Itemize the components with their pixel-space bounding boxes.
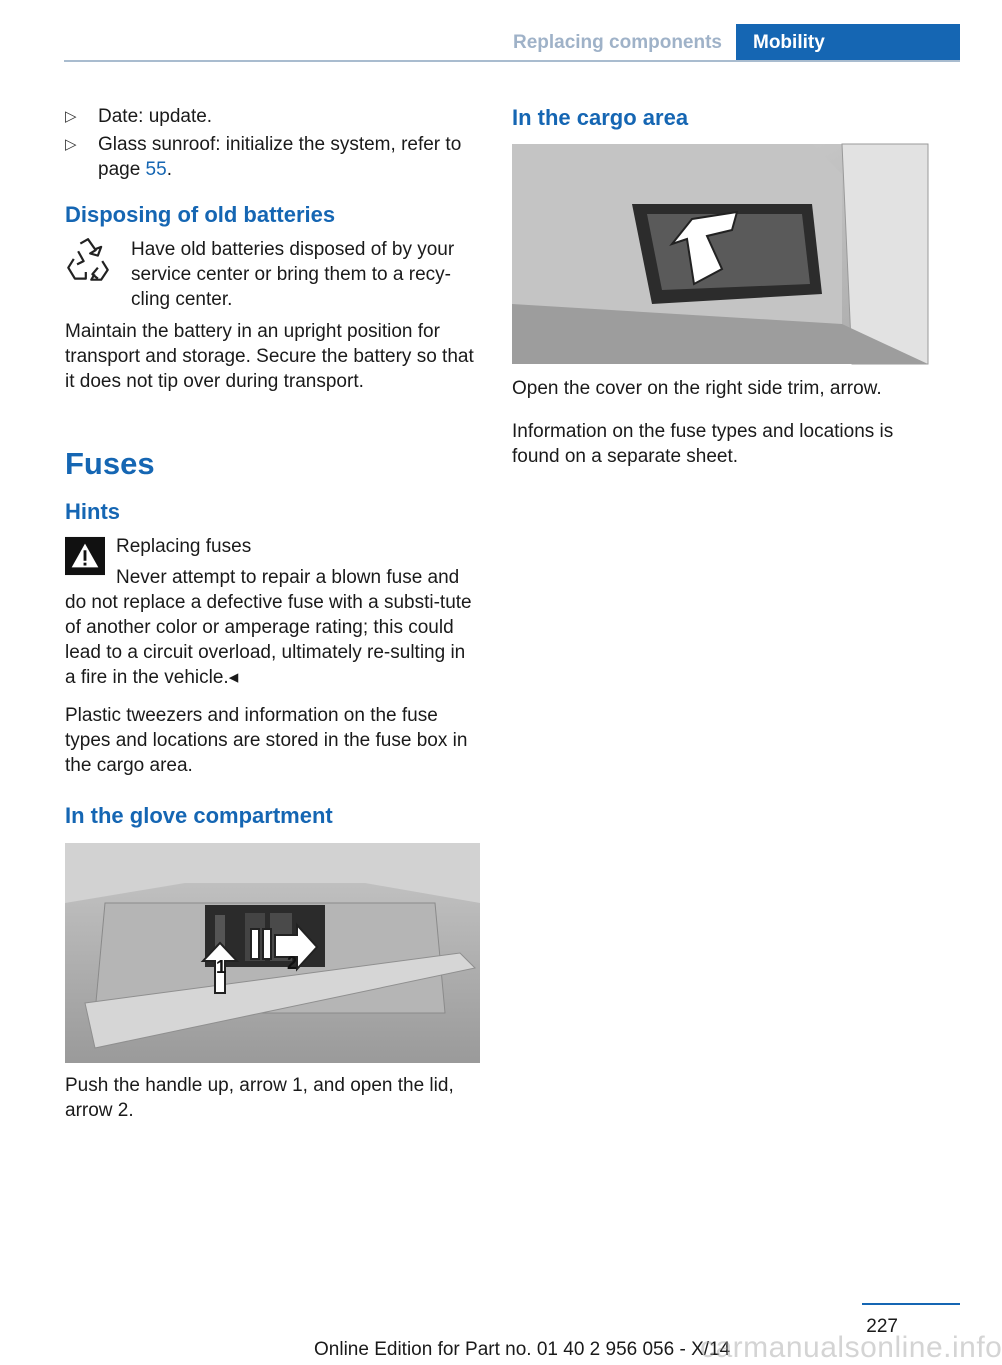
warning-icon	[65, 536, 105, 576]
fuses-title: Fuses	[65, 446, 155, 481]
footer-divider	[862, 1303, 960, 1305]
triangle-bullet-icon: ▷	[65, 136, 77, 153]
edition-footer: Online Edition for Part no. 01 40 2 956 056 - X/14	[314, 1339, 731, 1360]
watermark: carmanualsonline.info	[700, 1331, 1002, 1364]
disposing-heading: Disposing of old batteries	[65, 202, 336, 227]
bullet-text: Glass sunroof: initialize the system, refer to page	[98, 134, 462, 180]
battery-paragraph: Maintain the battery in an upright position for transport and storage. Secure the battery so that it does not tip over during transport.	[65, 321, 474, 392]
tweezers-paragraph: Plastic tweezers and information on the fuse types and locations are stored in the fuse box in the cargo area.	[65, 705, 468, 776]
page-number: 227	[866, 1316, 898, 1337]
triangle-bullet-icon: ▷	[65, 108, 77, 125]
cargo-area-figure	[512, 144, 928, 364]
glove-heading: In the glove compartment	[65, 803, 333, 828]
bullet-list	[65, 104, 480, 182]
warning-title: Replacing fuses	[116, 536, 252, 557]
header-section-title: Replacing components	[512, 32, 722, 53]
cargo-caption: Open the cover on the right side trim, arrow.	[512, 378, 882, 399]
recycle-notice-text: Have old batteries disposed of by your service center or bring them to a recy‐cling center.	[131, 239, 455, 310]
header-divider	[64, 60, 960, 62]
list-item	[65, 132, 480, 182]
page-link[interactable]: 55	[145, 159, 167, 180]
warning-notice	[65, 534, 480, 690]
list-item	[65, 104, 480, 129]
bullet-text-end: .	[166, 159, 172, 180]
arrow-label-1: 1	[216, 957, 227, 977]
glove-caption: Push the handle up, arrow 1, and open the lid, arrow 2.	[65, 1075, 454, 1121]
recycle-icon	[65, 237, 111, 283]
bullet-text: Date: update.	[98, 106, 213, 127]
left-column	[65, 100, 480, 1123]
header-chapter-tab: Mobility	[736, 24, 960, 62]
hints-heading: Hints	[65, 499, 120, 524]
cargo-heading: In the cargo area	[512, 105, 689, 130]
recycle-notice	[65, 237, 480, 312]
warning-text: Never attempt to repair a blown fuse and do not replace a defective fuse with a substi‐tute of another color or amperage rating; this could lead to a circuit overload, ultimately re‐sulting in a fire in the vehicle.◂	[65, 567, 472, 688]
glove-compartment-figure	[65, 843, 480, 1063]
arrow-label-2: 2	[287, 953, 298, 973]
right-column	[512, 100, 928, 469]
cargo-body: Information on the fuse types and locations is found on a separate sheet.	[512, 421, 894, 467]
